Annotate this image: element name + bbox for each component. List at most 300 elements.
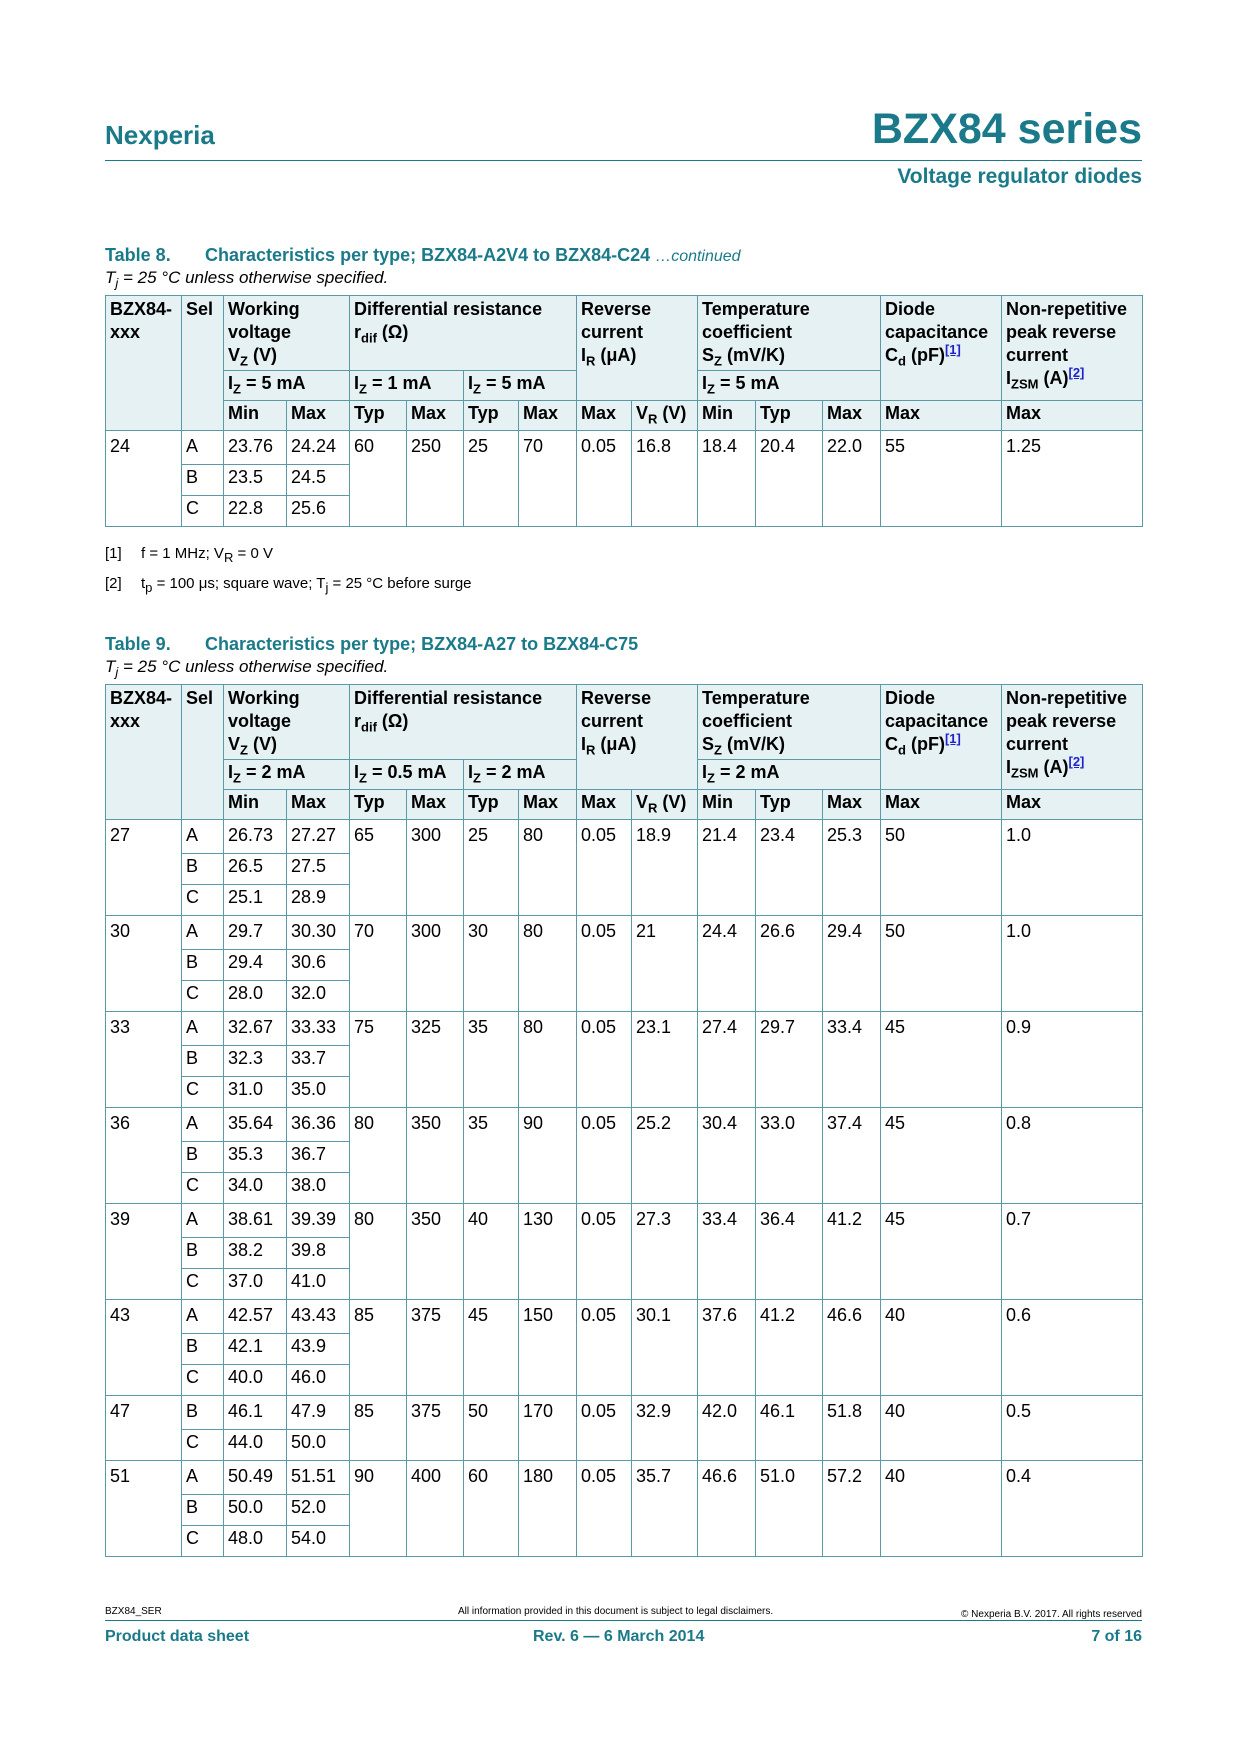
cell-vr: 18.9 bbox=[632, 820, 698, 916]
col-differential-resistance bbox=[350, 685, 577, 760]
cell-sz-typ: 29.7 bbox=[756, 1012, 823, 1108]
diode-capacitance-label: Diode capacitance bbox=[885, 299, 989, 342]
subcol-max bbox=[407, 790, 464, 820]
footer-doc-type: Product data sheet bbox=[105, 1628, 250, 1645]
cell-vz-max: 27.5 bbox=[287, 854, 350, 885]
cell-vr: 35.7 bbox=[632, 1461, 698, 1557]
cell-sel: C bbox=[182, 1526, 224, 1557]
subcol-max bbox=[1002, 401, 1143, 431]
document-subtitle: Voltage regulator diodes bbox=[897, 165, 1142, 188]
cell-vr: 30.1 bbox=[632, 1300, 698, 1396]
cell-vz-min: 40.0 bbox=[224, 1365, 287, 1396]
cell-sel: C bbox=[182, 1173, 224, 1204]
footnote-1: [1] f = 1 MHz; $V_R = 0$ V bbox=[105, 545, 273, 565]
cell-vr: 21 bbox=[632, 916, 698, 1012]
iz-subscript: Z bbox=[473, 770, 481, 786]
working-subscript: Z bbox=[240, 353, 248, 369]
reverse-current-label: Reverse current bbox=[581, 688, 652, 731]
subcol-max bbox=[519, 790, 577, 820]
cell-ir-max: 0.05 bbox=[577, 1108, 632, 1204]
cell-vz-max: 50.0 bbox=[287, 1430, 350, 1461]
cell-rdif2-typ: 45 bbox=[464, 1300, 519, 1396]
temperature-coefficient-condition bbox=[698, 760, 881, 790]
cell-sel: B bbox=[182, 465, 224, 496]
temp-subscript: Z bbox=[714, 742, 722, 758]
izsm-unit: (A) bbox=[1038, 368, 1069, 388]
temperature-coefficient-label: Temperature coefficient bbox=[702, 688, 810, 731]
temp-subscript: Z bbox=[714, 353, 722, 369]
col-sel bbox=[182, 685, 224, 820]
cell-sel: B bbox=[182, 1142, 224, 1173]
cell-rdif1-max: 250 bbox=[407, 431, 464, 527]
cell-type: 33 bbox=[106, 1012, 182, 1108]
cell-vz-min: 42.57 bbox=[224, 1300, 287, 1334]
col-type-label: BZX84-xxx bbox=[110, 688, 173, 731]
cell-vz-max: 46.0 bbox=[287, 1365, 350, 1396]
cell-type: 27 bbox=[106, 820, 182, 916]
cell-rdif2-max: 80 bbox=[519, 820, 577, 916]
cell-vz-min: 35.3 bbox=[224, 1142, 287, 1173]
cell-vz-min: 23.5 bbox=[224, 465, 287, 496]
subcol-label: Typ bbox=[468, 403, 499, 423]
diff-symbol: r bbox=[354, 711, 362, 731]
col-differential-resistance bbox=[350, 296, 577, 371]
cell-vz-max: 39.39 bbox=[287, 1204, 350, 1238]
iz-condition: = 5 mA bbox=[480, 373, 546, 393]
temp-symbol: S bbox=[702, 734, 715, 754]
iz-symbol: I bbox=[354, 762, 360, 782]
cell-ir-max: 0.05 bbox=[577, 1396, 632, 1461]
cell-vz-min: 42.1 bbox=[224, 1334, 287, 1365]
differential-resistance-label: Differential resistance bbox=[354, 299, 543, 319]
subcol-label: Typ bbox=[354, 403, 385, 423]
iz-condition: = 0.5 mA bbox=[366, 762, 447, 782]
cell-ir-max: 0.05 bbox=[577, 1461, 632, 1557]
table-row bbox=[106, 916, 1143, 950]
subcol-typ bbox=[464, 790, 519, 820]
cell-sel: B bbox=[182, 854, 224, 885]
cell-izsm-max: 1.0 bbox=[1002, 916, 1143, 1012]
subcol-typ bbox=[756, 401, 823, 431]
col-type-label: BZX84-xxx bbox=[110, 299, 173, 342]
cell-rdif2-typ: 35 bbox=[464, 1012, 519, 1108]
cell-rdif2-typ: 25 bbox=[464, 431, 519, 527]
cell-vz-max: 38.0 bbox=[287, 1173, 350, 1204]
cell-type: 51 bbox=[106, 1461, 182, 1557]
cell-sel: B bbox=[182, 1238, 224, 1269]
table9-condition: $T_j = 25$ °C unless otherwise specified. bbox=[105, 657, 389, 680]
cap-unit: (pF) bbox=[905, 734, 945, 754]
cell-sel: B bbox=[182, 1046, 224, 1077]
cell-sz-typ: 23.4 bbox=[756, 820, 823, 916]
subcol-label: Min bbox=[228, 403, 259, 423]
cell-izsm-max: 0.8 bbox=[1002, 1108, 1143, 1204]
subcol-max bbox=[287, 790, 350, 820]
cell-rdif1-max: 350 bbox=[407, 1108, 464, 1204]
differential-resistance-condition-1 bbox=[350, 371, 464, 401]
subcol-label: Min bbox=[702, 792, 734, 812]
cell-vr: 16.8 bbox=[632, 431, 698, 527]
iz-condition: = 5 mA bbox=[715, 373, 780, 393]
table9-body bbox=[106, 820, 1143, 1557]
header-divider bbox=[105, 160, 1142, 161]
working-voltage-condition bbox=[224, 760, 350, 790]
col-peak-reverse-current bbox=[1002, 296, 1143, 401]
footer-page-number: 7 of 16 bbox=[1091, 1628, 1142, 1645]
cell-vz-min: 26.5 bbox=[224, 854, 287, 885]
cell-rdif1-typ: 70 bbox=[350, 916, 407, 1012]
cell-izsm-max: 0.7 bbox=[1002, 1204, 1143, 1300]
cell-rdif2-typ: 25 bbox=[464, 820, 519, 916]
cell-vz-min: 48.0 bbox=[224, 1526, 287, 1557]
diff-subscript: dif bbox=[361, 719, 377, 735]
iz-symbol: I bbox=[354, 373, 360, 393]
capacitance-footnote-ref: [1] bbox=[944, 342, 961, 357]
footer-doc-id: BZX84_SER bbox=[105, 1606, 162, 1617]
differential-resistance-condition-1 bbox=[350, 760, 464, 790]
rev-symbol: I bbox=[581, 734, 587, 754]
temperature-coefficient-condition bbox=[698, 371, 881, 401]
cell-vz-max: 33.33 bbox=[287, 1012, 350, 1046]
iz-symbol: I bbox=[702, 762, 708, 782]
iz-symbol: I bbox=[228, 373, 234, 393]
cell-cd-max: 45 bbox=[881, 1108, 1002, 1204]
cap-unit: (pF) bbox=[905, 345, 945, 365]
cell-sz-min: 42.0 bbox=[698, 1396, 756, 1461]
cell-type: 24 bbox=[106, 431, 182, 527]
iz-condition: = 2 mA bbox=[480, 762, 546, 782]
cell-ir-max: 0.05 bbox=[577, 1204, 632, 1300]
cell-sz-typ: 51.0 bbox=[756, 1461, 823, 1557]
cell-sz-max: 33.4 bbox=[823, 1012, 881, 1108]
izsm-subscript: ZSM bbox=[1011, 376, 1039, 392]
rev-unit: (μA) bbox=[595, 734, 637, 754]
subcol-vr bbox=[632, 401, 698, 431]
iz-subscript: Z bbox=[707, 381, 715, 397]
subcol-typ bbox=[756, 790, 823, 820]
subcol-label: Typ bbox=[760, 403, 791, 423]
vr-unit: (V) bbox=[657, 792, 687, 812]
subcol-min bbox=[698, 790, 756, 820]
subcol-typ bbox=[350, 790, 407, 820]
reverse-current-label: Reverse current bbox=[581, 299, 652, 342]
cell-rdif1-typ: 85 bbox=[350, 1300, 407, 1396]
table-row bbox=[106, 431, 1143, 465]
col-working-voltage bbox=[224, 685, 350, 760]
cell-vz-max: 30.6 bbox=[287, 950, 350, 981]
table8-condition: $T_j = 25$ °C unless otherwise specified. bbox=[105, 268, 389, 291]
subcol-max bbox=[407, 401, 464, 431]
peak-reverse-current-label: Non-repetitive peak reverse current bbox=[1006, 299, 1128, 365]
temperature-coefficient-label: Temperature coefficient bbox=[702, 299, 810, 342]
izsm-symbol: I bbox=[1006, 368, 1012, 388]
col-reverse-current bbox=[577, 296, 698, 401]
iz-condition: = 5 mA bbox=[240, 373, 306, 393]
cell-type: 43 bbox=[106, 1300, 182, 1396]
col-sel-label: Sel bbox=[186, 688, 214, 708]
subcol-label: Max bbox=[581, 792, 617, 812]
cell-rdif1-max: 350 bbox=[407, 1204, 464, 1300]
cell-izsm-max: 0.5 bbox=[1002, 1396, 1143, 1461]
cell-sz-typ: 26.6 bbox=[756, 916, 823, 1012]
table8-title: Characteristics per type; BZX84-A2V4 to BZX84-C24 bbox=[205, 245, 651, 265]
cell-vz-max: 43.9 bbox=[287, 1334, 350, 1365]
cell-rdif2-max: 80 bbox=[519, 916, 577, 1012]
cell-sz-min: 18.4 bbox=[698, 431, 756, 527]
subcol-label: Typ bbox=[760, 792, 791, 812]
cell-sz-typ: 36.4 bbox=[756, 1204, 823, 1300]
cell-vz-min: 34.0 bbox=[224, 1173, 287, 1204]
izsm-subscript: ZSM bbox=[1011, 765, 1039, 781]
cell-sel: C bbox=[182, 496, 224, 527]
cell-vz-max: 43.43 bbox=[287, 1300, 350, 1334]
cell-rdif2-max: 80 bbox=[519, 1012, 577, 1108]
cell-sel: B bbox=[182, 1396, 224, 1430]
header-row-3 bbox=[106, 790, 1143, 820]
cell-rdif1-typ: 90 bbox=[350, 1461, 407, 1557]
vr-subscript: R bbox=[648, 411, 658, 427]
subcol-max bbox=[287, 401, 350, 431]
cell-cd-max: 55 bbox=[881, 431, 1002, 527]
iz-condition: = 2 mA bbox=[240, 762, 306, 782]
peak-current-footnote-ref: [2] bbox=[1068, 754, 1085, 769]
subcol-max bbox=[577, 790, 632, 820]
cell-vz-max: 36.7 bbox=[287, 1142, 350, 1173]
table8-header bbox=[106, 296, 1143, 431]
cell-rdif2-max: 90 bbox=[519, 1108, 577, 1204]
footnote-2: [2] $t_p = 100$ μs; square wave; $T_j = 25$ °C before surge bbox=[105, 575, 472, 595]
subcol-max bbox=[1002, 790, 1143, 820]
table9-header bbox=[106, 685, 1143, 820]
temp-symbol: S bbox=[702, 345, 715, 365]
cell-sel: C bbox=[182, 1365, 224, 1396]
cell-sel: B bbox=[182, 1334, 224, 1365]
cell-vr: 32.9 bbox=[632, 1396, 698, 1461]
cell-sz-min: 21.4 bbox=[698, 820, 756, 916]
cell-rdif2-typ: 60 bbox=[464, 1461, 519, 1557]
cell-rdif1-max: 300 bbox=[407, 820, 464, 916]
cell-rdif2-max: 70 bbox=[519, 431, 577, 527]
cell-vz-max: 52.0 bbox=[287, 1495, 350, 1526]
cell-sz-max: 22.0 bbox=[823, 431, 881, 527]
subcol-typ bbox=[350, 401, 407, 431]
subcol-max bbox=[823, 790, 881, 820]
working-voltage-label: Working voltage bbox=[228, 299, 300, 342]
vr-symbol: V bbox=[636, 403, 649, 423]
cell-ir-max: 0.05 bbox=[577, 820, 632, 916]
cell-cd-max: 50 bbox=[881, 820, 1002, 916]
subcol-max bbox=[519, 401, 577, 431]
cell-type: 30 bbox=[106, 916, 182, 1012]
table9-number: Table 9. bbox=[105, 634, 171, 654]
table9-caption bbox=[105, 634, 638, 655]
subcol-label: Typ bbox=[468, 792, 499, 812]
cell-rdif2-max: 180 bbox=[519, 1461, 577, 1557]
cell-sz-typ: 41.2 bbox=[756, 1300, 823, 1396]
peak-current-footnote-ref: [2] bbox=[1068, 365, 1085, 380]
cell-vz-min: 46.1 bbox=[224, 1396, 287, 1430]
table8-body bbox=[106, 431, 1143, 527]
cell-ir-max: 0.05 bbox=[577, 1012, 632, 1108]
subcol-typ bbox=[464, 401, 519, 431]
cell-sz-min: 30.4 bbox=[698, 1108, 756, 1204]
cell-vz-min: 38.2 bbox=[224, 1238, 287, 1269]
cell-vz-min: 50.49 bbox=[224, 1461, 287, 1495]
cell-vz-max: 28.9 bbox=[287, 885, 350, 916]
subcol-min bbox=[698, 401, 756, 431]
iz-condition: = 2 mA bbox=[715, 762, 780, 782]
cell-vz-max: 41.0 bbox=[287, 1269, 350, 1300]
working-subscript: Z bbox=[240, 742, 248, 758]
cell-sz-max: 51.8 bbox=[823, 1396, 881, 1461]
cell-type: 39 bbox=[106, 1204, 182, 1300]
subcol-max bbox=[823, 401, 881, 431]
col-reverse-current bbox=[577, 685, 698, 790]
subcol-label: Max bbox=[827, 403, 863, 423]
cell-vz-min: 26.73 bbox=[224, 820, 287, 854]
col-type bbox=[106, 296, 182, 431]
iz-subscript: Z bbox=[473, 381, 481, 397]
subcol-max bbox=[881, 401, 1002, 431]
subcol-label: Max bbox=[885, 792, 921, 812]
subcol-label: Max bbox=[581, 403, 617, 423]
cell-rdif1-max: 400 bbox=[407, 1461, 464, 1557]
characteristics-table-8 bbox=[105, 295, 1143, 527]
cell-cd-max: 40 bbox=[881, 1461, 1002, 1557]
capacitance-footnote-ref: [1] bbox=[944, 731, 961, 746]
rev-symbol: I bbox=[581, 345, 587, 365]
cell-sel: A bbox=[182, 1204, 224, 1238]
working-symbol: V bbox=[228, 734, 241, 754]
cell-vz-min: 25.1 bbox=[224, 885, 287, 916]
subcol-min bbox=[224, 401, 287, 431]
subcol-label: Max bbox=[523, 403, 559, 423]
cell-vr: 23.1 bbox=[632, 1012, 698, 1108]
table8-number: Table 8. bbox=[105, 245, 171, 265]
cell-rdif1-typ: 75 bbox=[350, 1012, 407, 1108]
cell-sz-typ: 20.4 bbox=[756, 431, 823, 527]
cell-vz-min: 23.76 bbox=[224, 431, 287, 465]
cell-vz-min: 29.7 bbox=[224, 916, 287, 950]
cell-cd-max: 40 bbox=[881, 1300, 1002, 1396]
rev-unit: (μA) bbox=[595, 345, 637, 365]
cell-sz-min: 27.4 bbox=[698, 1012, 756, 1108]
cell-vz-max: 35.0 bbox=[287, 1077, 350, 1108]
subcol-label: Max bbox=[827, 792, 863, 812]
cell-vz-min: 22.8 bbox=[224, 496, 287, 527]
cell-izsm-max: 0.9 bbox=[1002, 1012, 1143, 1108]
header-row-3 bbox=[106, 401, 1143, 431]
diff-subscript: dif bbox=[361, 330, 377, 346]
cell-vz-max: 27.27 bbox=[287, 820, 350, 854]
col-temperature-coefficient bbox=[698, 296, 881, 371]
cell-izsm-max: 1.0 bbox=[1002, 820, 1143, 916]
iz-symbol: I bbox=[468, 373, 474, 393]
cell-sel: A bbox=[182, 820, 224, 854]
cell-vz-min: 38.61 bbox=[224, 1204, 287, 1238]
cell-vz-max: 32.0 bbox=[287, 981, 350, 1012]
subcol-label: Max bbox=[411, 403, 447, 423]
cap-symbol: C bbox=[885, 734, 899, 754]
subcol-label: Max bbox=[1006, 792, 1042, 812]
iz-subscript: Z bbox=[359, 381, 367, 397]
iz-subscript: Z bbox=[233, 381, 241, 397]
col-diode-capacitance bbox=[881, 685, 1002, 790]
cell-sel: C bbox=[182, 885, 224, 916]
cell-vz-min: 29.4 bbox=[224, 950, 287, 981]
cell-vz-max: 24.5 bbox=[287, 465, 350, 496]
cell-rdif2-typ: 35 bbox=[464, 1108, 519, 1204]
cell-sel: A bbox=[182, 1300, 224, 1334]
cell-vz-min: 44.0 bbox=[224, 1430, 287, 1461]
cell-rdif1-max: 300 bbox=[407, 916, 464, 1012]
vr-unit: (V) bbox=[657, 403, 687, 423]
cell-sel: C bbox=[182, 1269, 224, 1300]
cell-vz-max: 30.30 bbox=[287, 916, 350, 950]
table-row bbox=[106, 1300, 1143, 1334]
diff-symbol: r bbox=[354, 322, 362, 342]
col-diode-capacitance bbox=[881, 296, 1002, 401]
cell-sel: B bbox=[182, 1495, 224, 1526]
subcol-min bbox=[224, 790, 287, 820]
cell-vr: 25.2 bbox=[632, 1108, 698, 1204]
diff-unit: (Ω) bbox=[376, 322, 409, 342]
cell-rdif2-max: 130 bbox=[519, 1204, 577, 1300]
subcol-max bbox=[577, 401, 632, 431]
cell-cd-max: 45 bbox=[881, 1204, 1002, 1300]
cell-sel: A bbox=[182, 1461, 224, 1495]
cell-sel: C bbox=[182, 1077, 224, 1108]
subcol-label: Max bbox=[291, 403, 327, 423]
cell-rdif2-typ: 50 bbox=[464, 1396, 519, 1461]
iz-symbol: I bbox=[702, 373, 708, 393]
cell-rdif1-typ: 65 bbox=[350, 820, 407, 916]
cell-sz-min: 33.4 bbox=[698, 1204, 756, 1300]
cell-cd-max: 50 bbox=[881, 916, 1002, 1012]
cell-ir-max: 0.05 bbox=[577, 916, 632, 1012]
cell-vz-max: 33.7 bbox=[287, 1046, 350, 1077]
cell-sel: B bbox=[182, 950, 224, 981]
cell-rdif1-typ: 85 bbox=[350, 1396, 407, 1461]
cell-sel: A bbox=[182, 1108, 224, 1142]
temp-unit: (mV/K) bbox=[722, 734, 785, 754]
footer-disclaimer: All information provided in this document is subject to legal disclaimers. bbox=[458, 1606, 774, 1617]
cell-type: 47 bbox=[106, 1396, 182, 1461]
cell-vz-min: 28.0 bbox=[224, 981, 287, 1012]
table8-continued: …continued bbox=[655, 248, 741, 265]
cell-cd-max: 40 bbox=[881, 1396, 1002, 1461]
rev-subscript: R bbox=[586, 353, 596, 369]
footer-copyright: © Nexperia B.V. 2017. All rights reserved bbox=[961, 1609, 1142, 1620]
cell-vz-max: 47.9 bbox=[287, 1396, 350, 1430]
cell-rdif1-typ: 80 bbox=[350, 1108, 407, 1204]
cell-rdif1-typ: 60 bbox=[350, 431, 407, 527]
cell-ir-max: 0.05 bbox=[577, 431, 632, 527]
cell-rdif1-typ: 80 bbox=[350, 1204, 407, 1300]
cell-rdif1-max: 375 bbox=[407, 1300, 464, 1396]
iz-subscript: Z bbox=[233, 770, 241, 786]
subcol-label: Max bbox=[291, 792, 327, 812]
cell-cd-max: 45 bbox=[881, 1012, 1002, 1108]
rev-subscript: R bbox=[586, 742, 596, 758]
subcol-label: Max bbox=[1006, 403, 1042, 423]
table-row bbox=[106, 1461, 1143, 1495]
cell-rdif1-max: 375 bbox=[407, 1396, 464, 1461]
col-type bbox=[106, 685, 182, 820]
differential-resistance-label: Differential resistance bbox=[354, 688, 543, 708]
col-sel-label: Sel bbox=[186, 299, 214, 319]
cell-rdif2-typ: 40 bbox=[464, 1204, 519, 1300]
